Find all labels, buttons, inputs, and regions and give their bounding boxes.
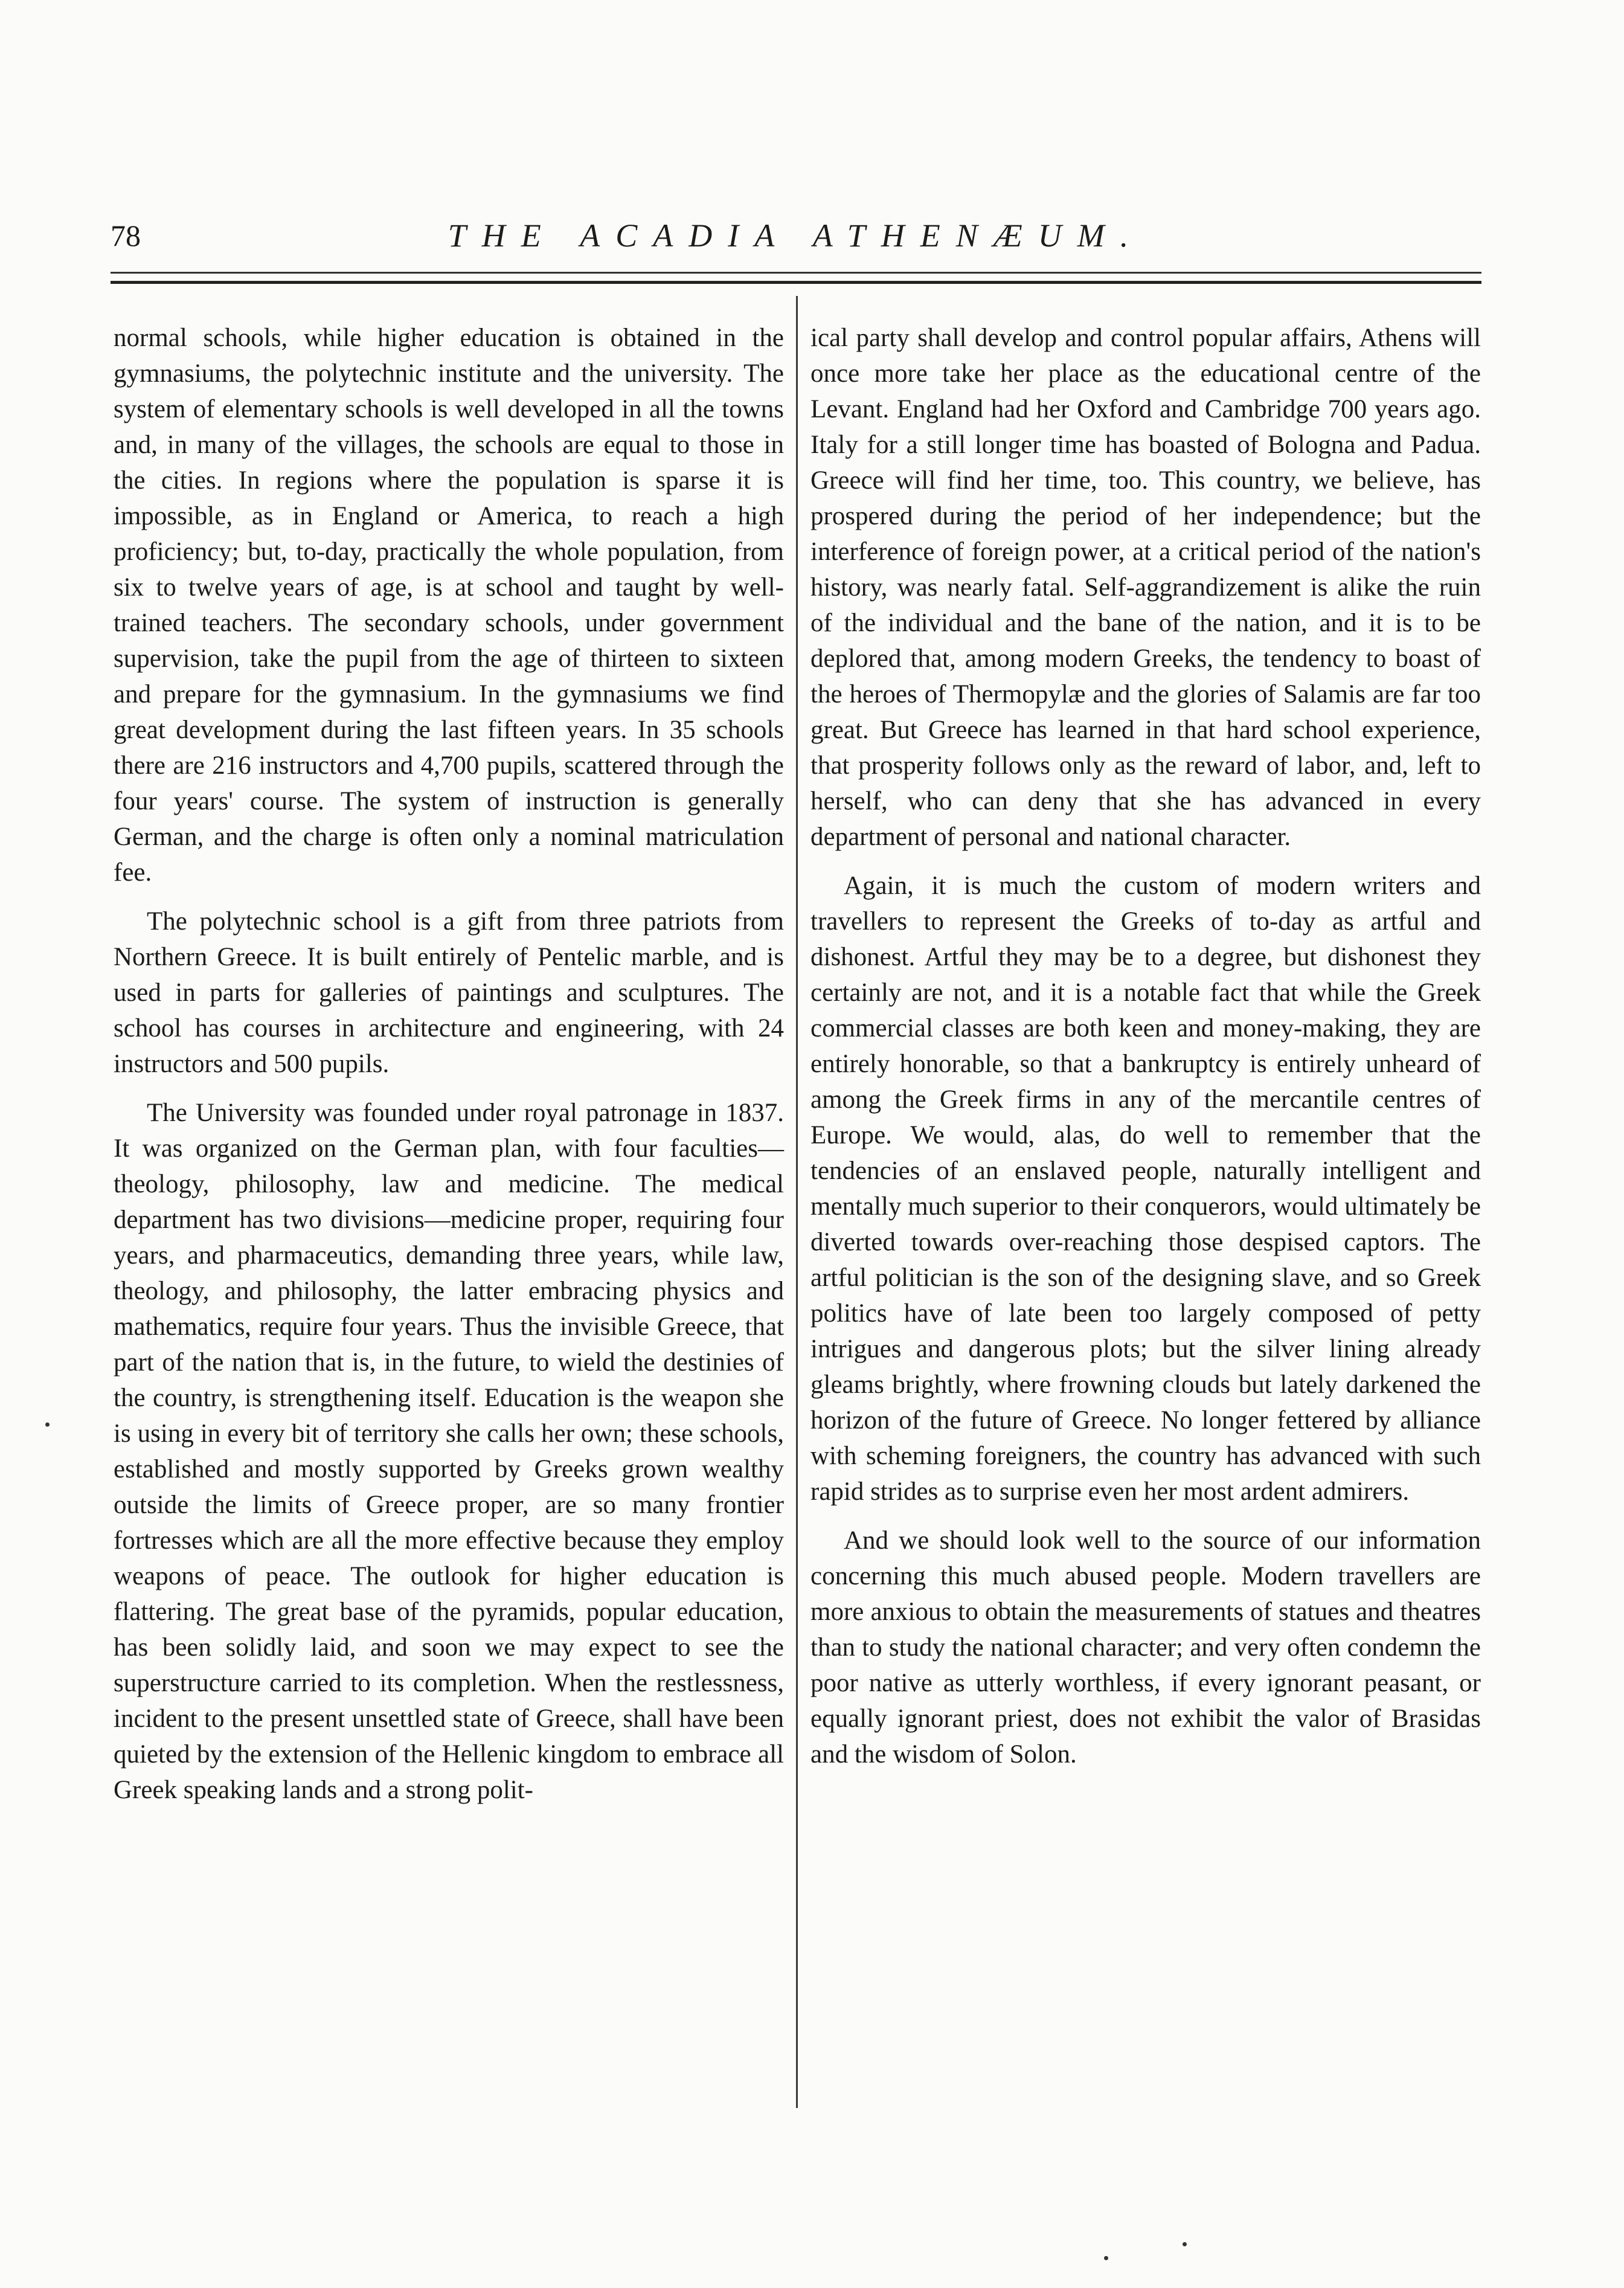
page-number: 78	[111, 219, 141, 252]
ink-speck	[1104, 2256, 1108, 2260]
ink-speck	[45, 1422, 50, 1427]
ink-speck	[1183, 2242, 1187, 2246]
paragraph: Again, it is much the custom of modern writers and travellers to represent the Greeks of to-day as artful and dishonest. Artful they may be to a degree, but dishonest they certainly are not, and it is a notable fact that while the Greek commercial classes are both keen and money-making, they are entirely honorable, so that a bankruptcy is entirely unheard of among the Greek firms in any of the mercantile centres of Europe. We would, alas, do well to remember that the tendencies of an enslaved people, naturally intelligent and mentally much superior to their conquerors, would ultimately be diverted towards over-reaching those despised captors. The artful politician is the son of the designing slave, and so Greek politics have of late been too largely composed of petty intrigues and dangerous plots; but the silver lining already gleams brightly, where frowning clouds but lately darkened the horizon of the future of Greece. No longer fettered by alliance with scheming foreigners, the country has advanced with such rapid strides as to surprise even her most ardent admirers.	[810, 872, 1481, 1506]
running-title: THE ACADIA ATHENÆUM.	[448, 217, 1144, 254]
paragraph: The polytechnic school is a gift from three patriots from Northern Greece. It is built entirely of Pentelic marble, and is used in parts for galleries of paintings and sculptures. The school has courses in architecture and engineering, with 24 instructors and 500 pupils.	[114, 907, 784, 1078]
paragraph: normal schools, while higher education is obtained in the gymnasiums, the polytechnic institute and the university. The system of elementary schools is well developed in all the towns and, in many of the villages, the schools are equal to those in the cities. In regions where the population is sparse it is impossible, as in England or America, to reach a high proficiency; but, to-day, practically the whole population, from six to twelve years of age, is at school and taught by well-trained teachers. The secondary schools, under government supervision, take the pupil from the age of thirteen to sixteen and prepare for the gymnasium. In the gymnasiums we find great development during the last fifteen years. In 35 schools there are 216 instructors and 4,700 pupils, scattered through the four years' course. The system of instruction is generally German, and the charge is often only a nominal matriculation fee.	[114, 324, 784, 887]
paragraph: ical party shall develop and control popular affairs, Athens will once more take her place as the educational centre of the Levant. England had her Oxford and Cambridge 700 years ago. Italy for a still longer time has boasted of Bologna and Padua. Greece will find her time, too. This country, we believe, has prospered during the period of her independence; but the interference of foreign power, at a critical period of the nation's history, was nearly fatal. Self-aggrandizement is alike the ruin of the individual and the bane of the nation, and it is to be deplored that, among modern Greeks, the tendency to boast of the heroes of Thermopylæ and the glories of Salamis are far too great. But Greece has learned in that hard school experience, that prosperity follows only as the reward of labor, and, left to herself, who can deny that she has advanced in every department of personal and national character.	[810, 324, 1481, 851]
header-rule-thin	[111, 272, 1481, 274]
page-header	[111, 214, 1481, 263]
column-divider	[796, 296, 798, 2108]
paragraph: The University was founded under royal patronage in 1837. It was organized on the German plan, with four faculties—theology, philosophy, law and medicine. The medical department has two divisions—medicine proper, requiring four years, and pharmaceutics, demanding three years, while law, theology, and philosophy, the latter embracing physics and mathematics, require four years. Thus the invisible Greece, that part of the nation that is, in the future, to wield the destinies of the country, is strengthening itself. Education is the weapon she is using in every bit of territory she calls her own; these schools, established and mostly supported by Greeks grown wealthy outside the limits of Greece proper, are so many frontier fortresses which are all the more effective because they employ weapons of peace. The outlook for higher education is flattering. The great base of the pyramids, popular education, has been solidly laid, and soon we may expect to see the superstructure carried to its completion. When the restlessness, incident to the present unsettled state of Greece, shall have been quieted by the extension of the Hellenic kingdom to embrace all Greek speaking lands and a strong polit-	[114, 1099, 784, 1804]
paragraph: And we should look well to the source of our information concerning this much abused people. Modern travellers are more anxious to obtain the measurements of statues and theatres than to study the national character; and very often condemn the poor native as utterly worthless, if every ignorant peasant, or equally ignorant priest, does not exhibit the valor of Brasidas and the wisdom of Solon.	[810, 1526, 1481, 1769]
left-column	[114, 320, 784, 1821]
header-rule-thick	[111, 281, 1481, 284]
right-column	[810, 320, 1481, 1785]
